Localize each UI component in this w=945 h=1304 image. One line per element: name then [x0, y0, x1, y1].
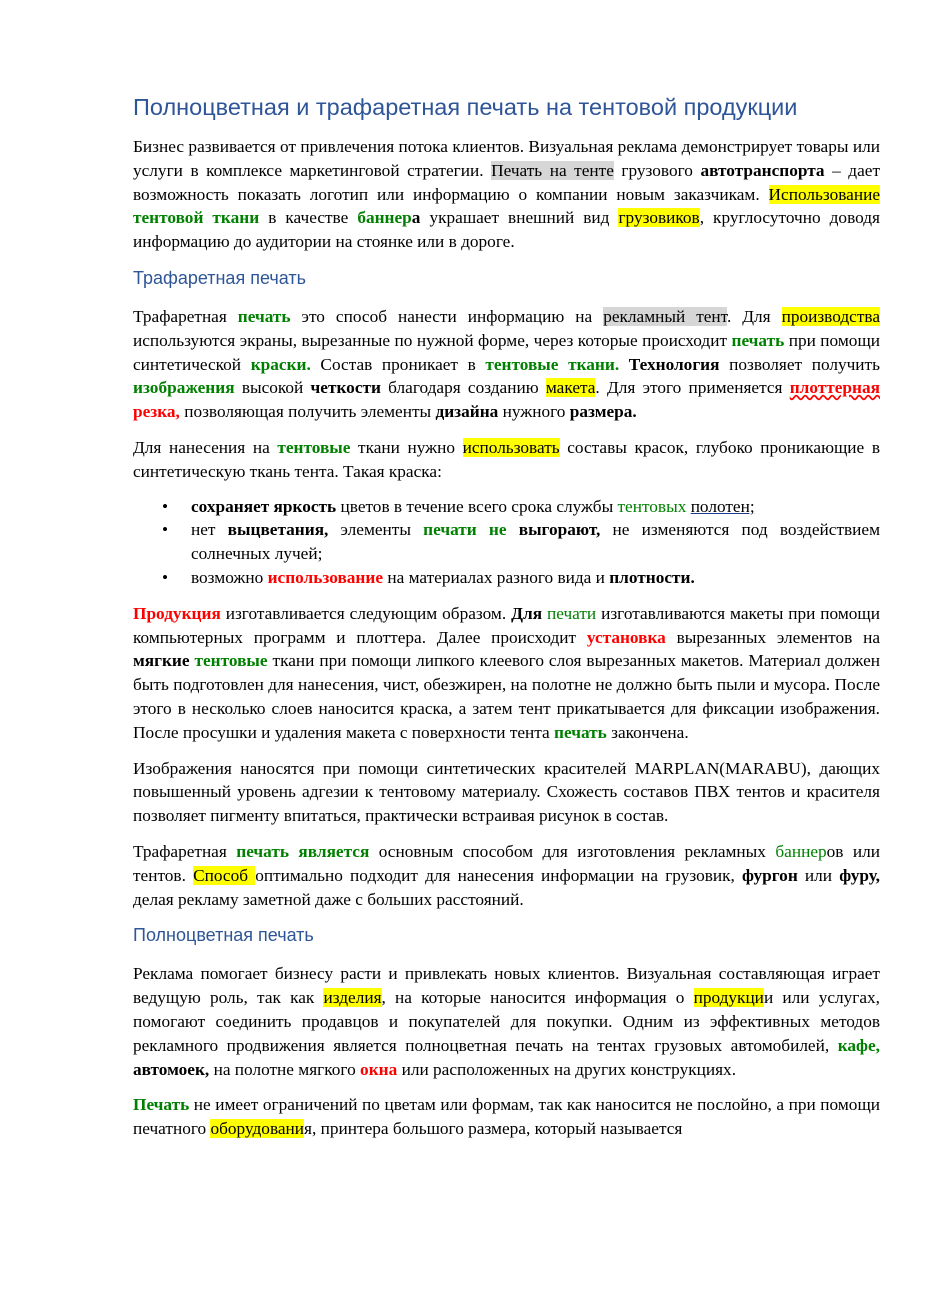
text-run: – дает возможность показать логотип или информацию о компании новым заказчикам.	[133, 160, 880, 204]
text-run: тентовые	[194, 651, 268, 671]
stencil-paragraph-2	[133, 436, 880, 484]
list-item	[133, 495, 880, 519]
text-run: грузового	[613, 160, 701, 180]
text-run: грузовиков	[618, 208, 700, 228]
text-run: краски.	[250, 354, 311, 374]
text-run: окна	[360, 1059, 398, 1079]
text-run: установка	[586, 627, 666, 647]
text-run: продукци	[693, 988, 764, 1008]
text-run: полотен;	[690, 496, 755, 516]
text-run: Состав проникает в	[310, 354, 486, 374]
bullet-icon: •	[162, 496, 169, 516]
images-paragraph: Изображения наносятся при помощи синтетических красителей MARPLAN(MARABU), дающих повышенный уровень адгезии к тентовому материалу. Схожесть составов ПВХ тентов и красителя позволяет пигменту впитаться, практически встраивая рисунок в состав.	[133, 758, 880, 826]
text-run: изготавливается следующим образом.	[220, 603, 512, 623]
text-run: основным способом для изготовления рекламных	[369, 841, 776, 861]
text-run: автомоек,	[133, 1059, 210, 1079]
text-run: элементы	[328, 520, 424, 540]
text-run: ткани при помощи липкого клеевого слоя вырезанных макетов. Материал должен быть подготовлен для нанесения, чист, обезжирен, на полотне не должно быть пыли и мусора. После этого в несколько слоев наносится краска, а затем тент прикатывается для фиксации изображения. После просушки и удаления макета с поверхности тента	[133, 651, 880, 742]
text-run: автотранспорта	[700, 160, 825, 180]
text-run: украшает внешний вид	[420, 208, 619, 228]
text-run	[619, 355, 629, 374]
text-run: кафе,	[837, 1035, 880, 1055]
text-run: тентовых	[617, 496, 687, 516]
text-run: на полотне мягкого	[209, 1059, 361, 1079]
text-run: вырезанных элементов на	[665, 627, 880, 647]
text-run: тентовые	[277, 437, 351, 457]
text-run: при помощи синтетической	[133, 330, 880, 374]
text-run: производства	[781, 306, 880, 326]
text-run: высокой	[234, 378, 311, 398]
text-run: тентовые ткани.	[485, 354, 620, 374]
text-run: а	[411, 208, 421, 228]
list-item	[133, 518, 880, 566]
list-item	[133, 566, 880, 590]
text-run: плотности.	[609, 567, 695, 587]
fullcolor-paragraph-2	[133, 1093, 880, 1141]
text-run: Технология	[628, 354, 720, 374]
section-heading-fullcolor: Полноцветная печать	[133, 925, 314, 946]
text-run: изображения	[133, 378, 235, 398]
text-run: выгорают,	[518, 520, 601, 540]
text-run: ов или тентов.	[133, 841, 880, 885]
text-run: баннер	[357, 208, 412, 228]
text-run: . Для	[726, 306, 782, 326]
text-run: Реклама помогает бизнесу расти и привлекать новых клиентов. Визуальная составляющая играет ведущую роль, так как	[133, 964, 880, 1008]
text-run: позволяет получить	[719, 354, 880, 374]
text-run: Бизнес развивается от привлечения потока клиентов. Визуальная реклама демонстрирует товары или услуги в комплексе маркетинговой стратегии.	[133, 137, 880, 180]
text-run: резка,	[133, 402, 180, 422]
text-run: Продукция	[133, 603, 221, 623]
fullcolor-paragraph-1	[133, 962, 880, 1081]
bullet-icon: •	[162, 520, 169, 540]
text-run: или	[797, 865, 840, 885]
production-paragraph	[133, 602, 880, 745]
text-run: печать является	[236, 841, 370, 861]
text-run: баннер	[775, 841, 827, 861]
text-run: или расположенных на других конструкциях.	[397, 1059, 737, 1079]
stencil-paragraph-1	[133, 305, 880, 424]
text-run: это способ нанести информацию на	[290, 306, 604, 326]
bullet-icon: •	[162, 567, 169, 587]
text-run: не изменяются под воздействием солнечных лучей;	[191, 520, 881, 564]
text-run: изготавливаются макеты при помощи компьютерных программ и плоттера. Далее происходит	[133, 603, 880, 647]
text-run: печать	[237, 306, 291, 326]
text-run	[507, 520, 519, 539]
text-run: на материалах разного вида и	[383, 567, 610, 587]
text-run: ткани нужно	[350, 437, 463, 457]
text-run: Для нанесения на	[133, 437, 278, 457]
text-run: возможно	[191, 567, 268, 587]
text-run: делая рекламу заметной даже с больших расстояний.	[133, 889, 524, 909]
text-run: в качестве	[259, 208, 358, 228]
text-run: , на которые наносится информация о	[381, 988, 694, 1008]
text-run: четкости	[310, 378, 381, 398]
text-run: составы красок, глубоко проникающие в синтетическую ткань тента. Такая краска:	[133, 437, 880, 481]
text-run: фуру,	[839, 865, 880, 885]
text-run: используются экраны, вырезанные по нужной форме, через которые происходит	[133, 330, 732, 350]
text-run: Печать на тенте	[491, 160, 614, 180]
text-run: не имеет ограничений по цветам или формам, так как наносится не послойно, а при помощи печатного	[133, 1095, 880, 1139]
paint-properties-list	[133, 495, 880, 590]
text-run: макета	[545, 378, 596, 398]
text-run: фургон	[741, 865, 798, 885]
text-run: тентовой ткани	[133, 208, 260, 228]
text-run: Способ	[193, 865, 256, 885]
text-run: Для	[511, 603, 543, 623]
text-run: Трафаретная	[133, 306, 238, 326]
document-title: Полноцветная и трафаретная печать на тентовой продукции	[133, 94, 798, 120]
text-run: цветов в течение всего срока службы	[336, 496, 618, 516]
text-run: , круглосуточно доводя информацию до аудитории на стоянке или в дороге.	[133, 208, 880, 252]
text-run: и или услугах, помогают соединить продавцов и покупателей для покупки. Одним из эффективных методов рекламного продвижения является полноцветная печать на тентах грузовых автомобилей,	[133, 988, 880, 1055]
text-run: сохраняет яркость	[191, 496, 337, 516]
section-heading-stencil: Трафаретная печать	[133, 267, 306, 288]
text-run: печати	[546, 603, 597, 623]
text-run: дизайна	[435, 402, 499, 422]
text-run: размера.	[569, 402, 637, 422]
text-run: благодаря созданию	[380, 378, 546, 398]
text-run: оптимально подходит для нанесения информации на грузовик,	[255, 865, 742, 885]
text-run: печати не	[423, 520, 507, 540]
text-run: Использование	[768, 184, 880, 204]
text-run: закончена.	[606, 722, 689, 742]
text-run: Трафаретная	[133, 841, 237, 861]
text-run: рекламный тент	[603, 306, 727, 326]
text-run: использовать	[462, 437, 560, 457]
text-run: нет	[191, 520, 228, 540]
text-run: использование	[267, 567, 384, 587]
text-run: плоттерная	[789, 378, 880, 398]
text-run: нужного	[498, 402, 570, 422]
text-run: мягкие	[133, 651, 190, 671]
stencil-paragraph-3	[133, 840, 880, 911]
text-run: . Для этого применяется	[595, 378, 790, 398]
text-run: изделия	[323, 988, 382, 1008]
text-run: позволяющая получить элементы	[179, 402, 436, 422]
text-run: Печать	[133, 1095, 190, 1115]
text-run: я, принтера большого размера, который называется	[304, 1119, 683, 1139]
intro-paragraph	[133, 135, 880, 254]
document-page	[133, 92, 880, 1153]
text-run: оборудовани	[210, 1119, 305, 1139]
text-run: выцветания,	[227, 520, 329, 540]
text-run: печать	[554, 722, 607, 742]
text-run: печать	[731, 330, 785, 350]
